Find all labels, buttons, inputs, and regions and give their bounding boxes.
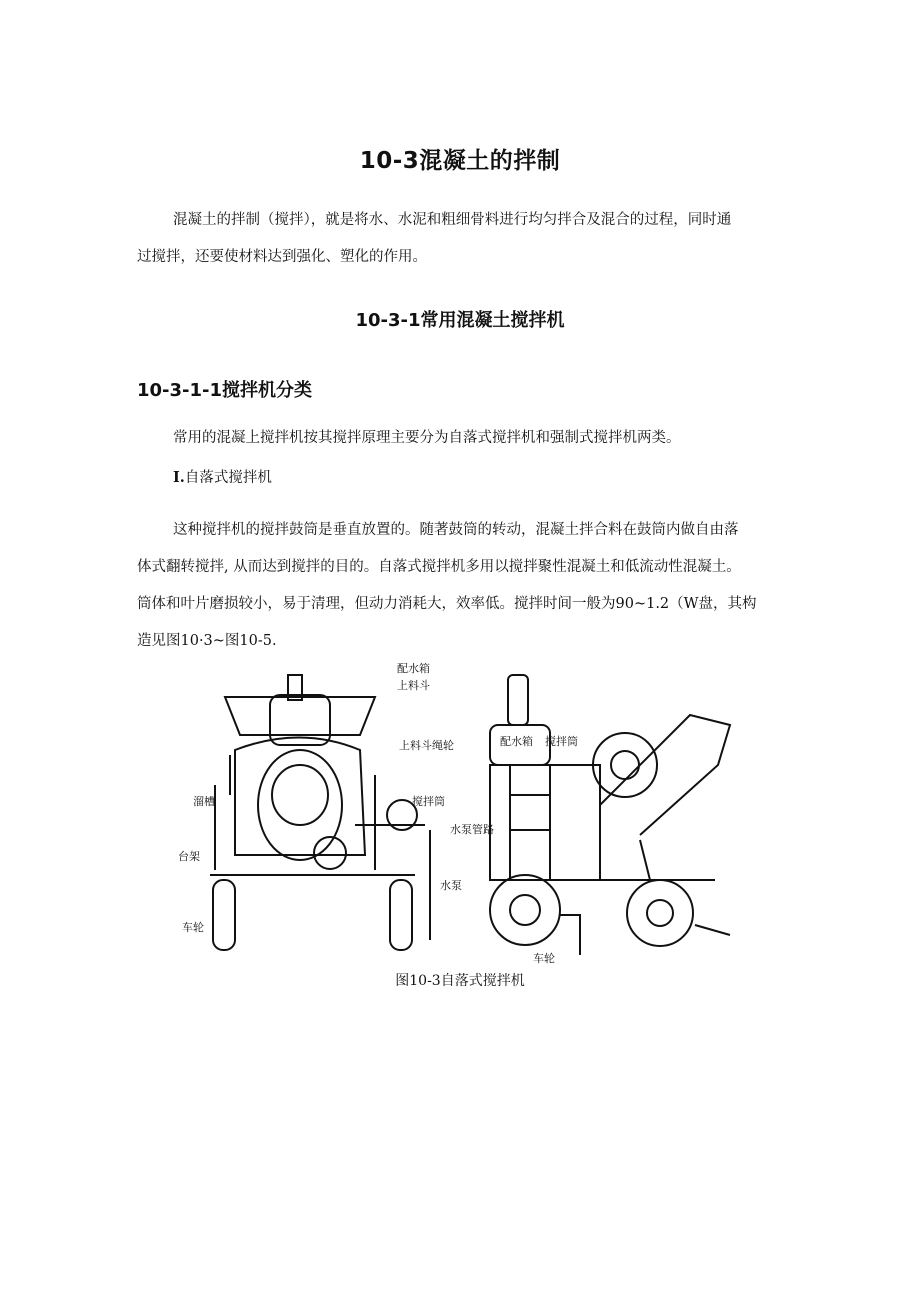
label-mixing-drum-right: 搅拌筒 bbox=[545, 735, 578, 748]
label-water-tank: 配水箱 bbox=[397, 662, 430, 675]
body-line-2: 体式翻转搅拌, 从而达到搅拌的目的。自落式搅拌机多用以搅拌聚性混凝土和低流动性混凝土。 bbox=[137, 559, 741, 575]
label-water-pump: 水泵 bbox=[440, 879, 462, 892]
section-heading: 10-3-1常用混凝土搅拌机 bbox=[355, 310, 565, 331]
side-view-mixer bbox=[490, 675, 730, 955]
item-title: 自落式搅拌机 bbox=[184, 470, 272, 486]
body-paragraph bbox=[137, 512, 785, 660]
label-wheel: 车轮 bbox=[182, 921, 204, 934]
diagram-labels bbox=[178, 661, 578, 965]
body-line-3: 筒体和叶片磨损较小，易于清理，但动力消耗大，效率低。搅拌时间一般为90~1.2（W盘，其构 bbox=[137, 596, 757, 612]
intro-line-1: 混凝土的拌制（搅拌），就是将水、水泥和粗细骨料进行均匀拌合及混合的过程，同时通 bbox=[173, 212, 732, 228]
label-stand: 台架 bbox=[178, 850, 200, 863]
intro-paragraph bbox=[137, 202, 785, 276]
label-mixing-drum: 搅拌筒 bbox=[412, 795, 445, 808]
body-line-1: 这种搅拌机的搅拌鼓筒是垂直放置的。随著鼓筒的转动，混凝土拌合料在鼓筒内做自由落 bbox=[173, 522, 739, 538]
label-water-pump-pipe: 水泵管路 bbox=[450, 823, 494, 836]
body-line-4: 造见图10·3~图10-5. bbox=[137, 633, 277, 649]
label-wheel-right: 车轮 bbox=[533, 952, 555, 965]
page-title: 10-3混凝土的拌制 bbox=[359, 148, 561, 174]
label-water-tank-right: 配水箱 bbox=[500, 735, 533, 748]
subsection-heading: 10-3-1-1搅拌机分类 bbox=[137, 380, 313, 401]
label-hopper: 上料斗 bbox=[397, 679, 430, 692]
front-view-mixer bbox=[210, 675, 430, 950]
label-chute: 溜槽 bbox=[193, 795, 215, 808]
item-heading bbox=[173, 466, 272, 487]
label-hopper-rope-wheel: 上料斗绳轮 bbox=[399, 739, 454, 752]
intro-line-2: 过搅拌，还要使材料达到强化、塑化的作用。 bbox=[137, 249, 427, 265]
mixer-diagram bbox=[170, 655, 750, 965]
item-number: I. bbox=[173, 469, 185, 486]
classification-text: 常用的混凝上搅拌机按其搅拌原理主要分为自落式搅拌机和强制式搅拌机两类。 bbox=[173, 430, 681, 446]
figure-caption: 图10-3自落式搅拌机 bbox=[395, 973, 525, 989]
